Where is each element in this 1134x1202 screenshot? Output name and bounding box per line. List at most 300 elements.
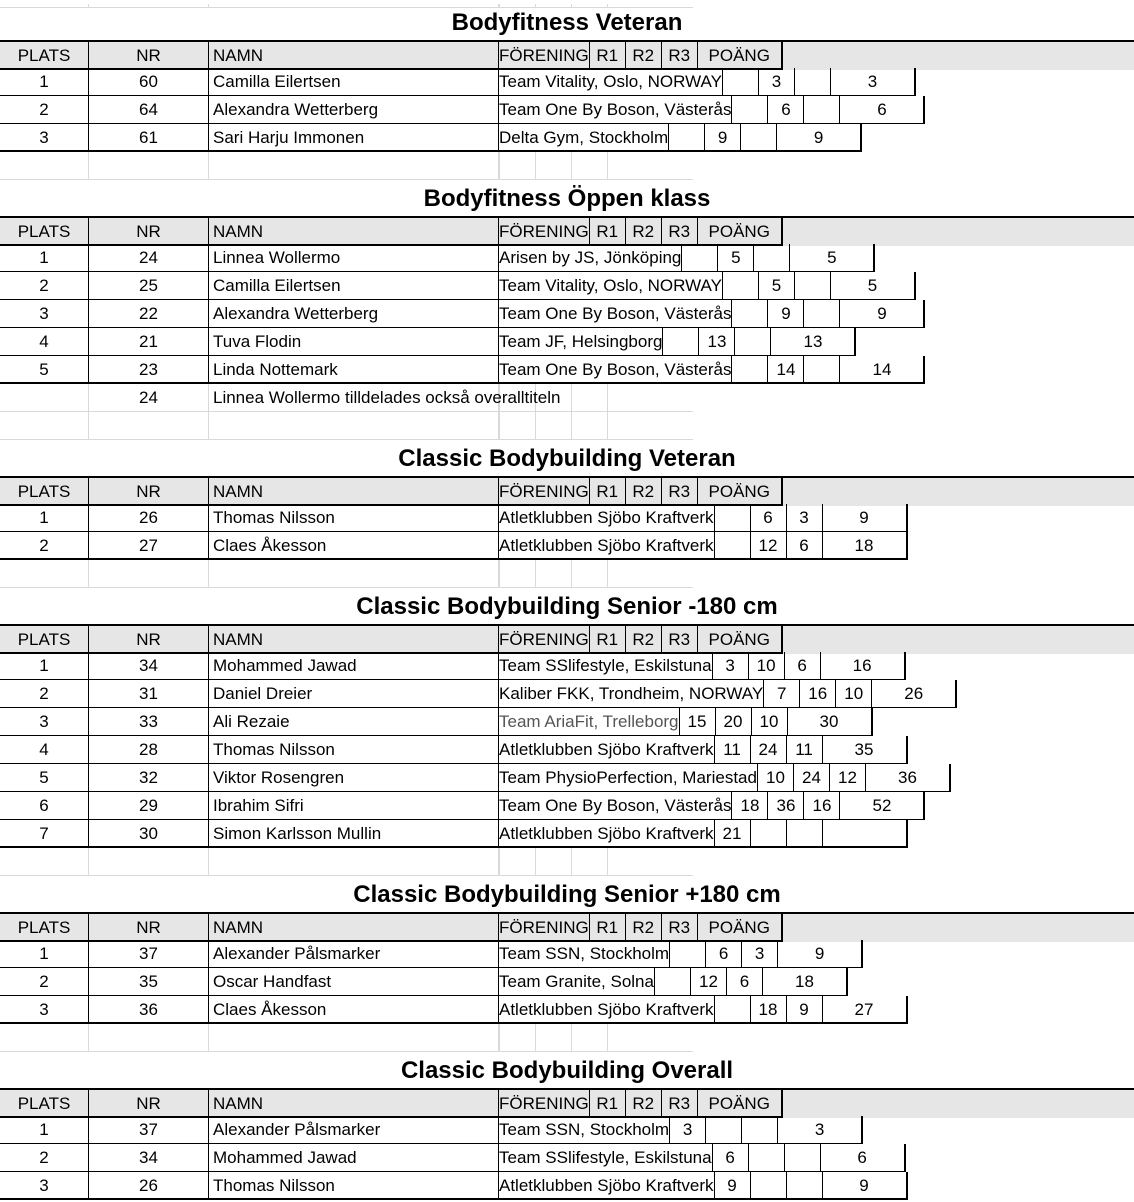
cell-r2 bbox=[706, 1116, 742, 1144]
cell-r1 bbox=[500, 412, 536, 440]
blank-row bbox=[0, 152, 1134, 180]
cell-namn: Thomas Nilsson bbox=[209, 1172, 499, 1200]
table-row bbox=[0, 96, 1134, 124]
cell-nr bbox=[89, 848, 209, 876]
table-header-row bbox=[0, 912, 1134, 942]
cell-namn: Alexandra Wetterberg bbox=[209, 300, 499, 328]
note-text: Linnea Wollermo tilldelades också overalltiteln bbox=[213, 388, 561, 407]
cell-r2: 9 bbox=[705, 124, 741, 152]
cell-forening: Atletklubben Sjöbo Kraftverk bbox=[499, 1172, 715, 1200]
cell-nr bbox=[89, 560, 209, 588]
cell-namn: Mohammed Jawad bbox=[209, 1144, 499, 1172]
cell-forening: Team SSN, Stockholm bbox=[499, 940, 670, 968]
cell-r3 bbox=[787, 1172, 823, 1200]
cell-poang bbox=[608, 152, 693, 180]
cell-namn: NAMN bbox=[209, 626, 499, 654]
cell-r3 bbox=[572, 848, 608, 876]
section-title: Classic Bodybuilding Senior +180 cm bbox=[353, 881, 781, 908]
cell-poang: 9 bbox=[777, 124, 862, 152]
cell-namn: Oscar Handfast bbox=[209, 968, 499, 996]
cell-plats: 1 bbox=[0, 1116, 89, 1144]
cell-poang: 5 bbox=[790, 244, 875, 272]
cell-nr: NR bbox=[89, 42, 209, 70]
cell-r3: R3 bbox=[662, 42, 698, 70]
cell-r2 bbox=[749, 1144, 785, 1172]
cell-poang: 6 bbox=[821, 1144, 906, 1172]
cell-nr: 27 bbox=[89, 532, 209, 560]
cell-plats: PLATS bbox=[0, 218, 89, 246]
cell-namn bbox=[209, 384, 561, 412]
table-row bbox=[0, 652, 1134, 680]
cell-plats bbox=[0, 560, 89, 588]
cell-poang: 26 bbox=[872, 680, 957, 708]
cell-nr: 34 bbox=[89, 652, 209, 680]
cell-r3: 16 bbox=[804, 792, 840, 820]
table-row bbox=[0, 736, 1134, 764]
cell-namn bbox=[209, 152, 499, 180]
cell-nr: 37 bbox=[89, 1116, 209, 1144]
cell-r3: R3 bbox=[662, 478, 698, 506]
cell-r2: R2 bbox=[626, 218, 662, 246]
cell-r1: 18 bbox=[732, 792, 768, 820]
cell-poang: 9 bbox=[823, 1172, 908, 1200]
cell-nr: 30 bbox=[89, 820, 209, 848]
cell-r2: 12 bbox=[691, 968, 727, 996]
cell-nr: 26 bbox=[89, 504, 209, 532]
cell-poang: 30 bbox=[788, 708, 873, 736]
cell-r3: 10 bbox=[836, 680, 872, 708]
cell-forening: FÖRENING bbox=[499, 914, 590, 942]
cell-plats: 1 bbox=[0, 940, 89, 968]
cell-forening: Team One By Boson, Västerås bbox=[499, 96, 732, 124]
table-row bbox=[0, 940, 1134, 968]
cell-r2: R2 bbox=[626, 42, 662, 70]
cell-r3: 10 bbox=[752, 708, 788, 736]
cell-plats: 4 bbox=[0, 328, 89, 356]
cell-namn: Alexander Pålsmarker bbox=[209, 1116, 499, 1144]
cell-nr: 61 bbox=[89, 124, 209, 152]
cell-r1: 21 bbox=[715, 820, 751, 848]
cell-namn bbox=[209, 1024, 499, 1052]
cell-plats: PLATS bbox=[0, 626, 89, 654]
cell-plats bbox=[0, 412, 89, 440]
cell-r1 bbox=[500, 848, 536, 876]
cell-r1: 9 bbox=[715, 1172, 751, 1200]
cell-poang: 36 bbox=[866, 764, 951, 792]
cell-nr: 31 bbox=[89, 680, 209, 708]
cell-r1 bbox=[500, 1024, 536, 1052]
table-row bbox=[0, 68, 1134, 96]
blank-row bbox=[0, 1024, 1134, 1052]
cell-poang: POÄNG bbox=[698, 42, 783, 70]
cell-r3: 9 bbox=[787, 996, 823, 1024]
blank-row bbox=[0, 848, 1134, 876]
cell-poang: 13 bbox=[771, 328, 856, 356]
cell-poang bbox=[608, 1024, 693, 1052]
cell-namn: Daniel Dreier bbox=[209, 680, 499, 708]
cell-plats: 1 bbox=[0, 504, 89, 532]
cell-r2: 6 bbox=[768, 96, 804, 124]
cell-plats: 1 bbox=[0, 244, 89, 272]
cell-nr: 24 bbox=[89, 384, 209, 412]
cell-r2: R2 bbox=[626, 914, 662, 942]
cell-nr: 26 bbox=[89, 1172, 209, 1200]
cell-r1: R1 bbox=[590, 42, 626, 70]
table-header-row bbox=[0, 476, 1134, 506]
cell-nr: 25 bbox=[89, 272, 209, 300]
cell-plats: 2 bbox=[0, 96, 89, 124]
cell-r2: 5 bbox=[718, 244, 754, 272]
table-row bbox=[0, 504, 1134, 532]
cell-nr: 64 bbox=[89, 96, 209, 124]
cell-namn: Alexandra Wetterberg bbox=[209, 96, 499, 124]
cell-namn: Sari Harju Immonen bbox=[209, 124, 499, 152]
cell-r1 bbox=[663, 328, 699, 356]
cell-forening: Atletklubben Sjöbo Kraftverk bbox=[499, 996, 715, 1024]
cell-nr: 32 bbox=[89, 764, 209, 792]
cell-r1: R1 bbox=[590, 218, 626, 246]
cell-r3 bbox=[742, 1116, 778, 1144]
cell-namn: NAMN bbox=[209, 1090, 499, 1118]
cell-nr: NR bbox=[89, 626, 209, 654]
cell-nr: NR bbox=[89, 914, 209, 942]
cell-poang: 6 bbox=[840, 96, 925, 124]
blank-row bbox=[0, 412, 1134, 440]
cell-nr: 60 bbox=[89, 68, 209, 96]
cell-r1: 6 bbox=[713, 1144, 749, 1172]
cell-plats: 3 bbox=[0, 1172, 89, 1200]
cell-plats: PLATS bbox=[0, 1090, 89, 1118]
cell-r3 bbox=[572, 384, 608, 412]
cell-namn: Claes Åkesson bbox=[209, 996, 499, 1024]
cell-nr: 28 bbox=[89, 736, 209, 764]
cell-r2 bbox=[751, 820, 787, 848]
section-title: Bodyfitness Öppen klass bbox=[423, 185, 711, 212]
cell-r1 bbox=[715, 532, 751, 560]
cell-namn: Camilla Eilertsen bbox=[209, 272, 499, 300]
cell-r3 bbox=[735, 328, 771, 356]
cell-poang bbox=[823, 820, 908, 848]
cell-nr: 33 bbox=[89, 708, 209, 736]
cell-forening: Team Vitality, Oslo, NORWAY bbox=[499, 68, 723, 96]
cell-nr: NR bbox=[89, 478, 209, 506]
cell-r2: 9 bbox=[768, 300, 804, 328]
cell-forening: Team SSlifestyle, Eskilstuna bbox=[499, 1144, 713, 1172]
cell-r2: 6 bbox=[706, 940, 742, 968]
cell-nr: 36 bbox=[89, 996, 209, 1024]
cell-r1: 15 bbox=[680, 708, 716, 736]
cell-r3 bbox=[572, 152, 608, 180]
cell-namn: Thomas Nilsson bbox=[209, 736, 499, 764]
cell-forening: Atletklubben Sjöbo Kraftverk bbox=[499, 504, 715, 532]
cell-r3: 3 bbox=[787, 504, 823, 532]
cell-r1 bbox=[732, 300, 768, 328]
cell-nr: 35 bbox=[89, 968, 209, 996]
table-row bbox=[0, 996, 1134, 1024]
cell-r1 bbox=[655, 968, 691, 996]
cell-r2: 24 bbox=[751, 736, 787, 764]
cell-poang: POÄNG bbox=[698, 478, 783, 506]
table-row bbox=[0, 1144, 1134, 1172]
cell-poang: POÄNG bbox=[698, 218, 783, 246]
cell-nr: NR bbox=[89, 1090, 209, 1118]
table-row bbox=[0, 820, 1134, 848]
cell-namn: Mohammed Jawad bbox=[209, 652, 499, 680]
cell-namn: Ibrahim Sifri bbox=[209, 792, 499, 820]
cell-r3 bbox=[804, 356, 840, 384]
cell-namn: Alexander Pålsmarker bbox=[209, 940, 499, 968]
cell-poang: 5 bbox=[831, 272, 916, 300]
cell-namn: Tuva Flodin bbox=[209, 328, 499, 356]
cell-r3 bbox=[741, 124, 777, 152]
cell-r1 bbox=[670, 940, 706, 968]
cell-r2 bbox=[536, 848, 572, 876]
table-header-row bbox=[0, 40, 1134, 70]
section-title: Classic Bodybuilding Senior -180 cm bbox=[356, 593, 778, 620]
cell-forening: Team One By Boson, Västerås bbox=[499, 792, 732, 820]
cell-r3: 6 bbox=[785, 652, 821, 680]
cell-r1: 10 bbox=[758, 764, 794, 792]
cell-namn: Ali Rezaie bbox=[209, 708, 499, 736]
cell-namn: Claes Åkesson bbox=[209, 532, 499, 560]
cell-forening: Delta Gym, Stockholm bbox=[499, 124, 669, 152]
cell-namn: Linda Nottemark bbox=[209, 356, 499, 384]
cell-nr: 22 bbox=[89, 300, 209, 328]
table-header-row bbox=[0, 216, 1134, 246]
cell-nr bbox=[89, 1024, 209, 1052]
cell-poang: 3 bbox=[778, 1116, 863, 1144]
cell-r1: R1 bbox=[590, 914, 626, 942]
cell-r2: R2 bbox=[626, 1090, 662, 1118]
cell-r3 bbox=[572, 412, 608, 440]
cell-r2 bbox=[536, 1024, 572, 1052]
cell-plats: 2 bbox=[0, 272, 89, 300]
cell-poang: 16 bbox=[821, 652, 906, 680]
cell-poang bbox=[608, 848, 693, 876]
cell-plats: 3 bbox=[0, 708, 89, 736]
cell-namn: Linnea Wollermo bbox=[209, 244, 499, 272]
cell-poang: POÄNG bbox=[698, 1090, 783, 1118]
cell-r1: 3 bbox=[670, 1116, 706, 1144]
cell-r3 bbox=[804, 300, 840, 328]
cell-r2: 18 bbox=[751, 996, 787, 1024]
cell-r2: 13 bbox=[699, 328, 735, 356]
cell-forening: Team Granite, Solna bbox=[499, 968, 655, 996]
cell-r3 bbox=[787, 820, 823, 848]
cell-r3: R3 bbox=[662, 626, 698, 654]
cell-forening: Kaliber FKK, Trondheim, NORWAY bbox=[499, 680, 764, 708]
cell-nr: NR bbox=[89, 218, 209, 246]
cell-plats bbox=[0, 152, 89, 180]
table-row bbox=[0, 300, 1134, 328]
cell-poang: 9 bbox=[778, 940, 863, 968]
cell-plats: PLATS bbox=[0, 42, 89, 70]
cell-poang: 9 bbox=[840, 300, 925, 328]
cell-r1 bbox=[500, 152, 536, 180]
table-row bbox=[0, 1172, 1134, 1200]
cell-r3 bbox=[795, 272, 831, 300]
table-row bbox=[0, 272, 1134, 300]
cell-namn: NAMN bbox=[209, 478, 499, 506]
cell-forening: Arisen by JS, Jönköping bbox=[499, 244, 682, 272]
cell-plats bbox=[0, 1024, 89, 1052]
cell-r3 bbox=[754, 244, 790, 272]
cell-poang: 9 bbox=[823, 504, 908, 532]
cell-forening: Team One By Boson, Västerås bbox=[499, 300, 732, 328]
cell-poang: 14 bbox=[840, 356, 925, 384]
cell-plats: 2 bbox=[0, 1144, 89, 1172]
cell-r3: 6 bbox=[787, 532, 823, 560]
cell-r1: 11 bbox=[715, 736, 751, 764]
cell-nr: 37 bbox=[89, 940, 209, 968]
cell-namn bbox=[209, 560, 499, 588]
table-row bbox=[0, 244, 1134, 272]
cell-plats: 2 bbox=[0, 968, 89, 996]
cell-forening: Team SSlifestyle, Eskilstuna bbox=[499, 652, 713, 680]
cell-namn: NAMN bbox=[209, 914, 499, 942]
section-title: Classic Bodybuilding Overall bbox=[400, 1057, 734, 1084]
cell-plats bbox=[0, 848, 89, 876]
cell-poang: 18 bbox=[823, 532, 908, 560]
cell-namn: Simon Karlsson Mullin bbox=[209, 820, 499, 848]
cell-nr: 29 bbox=[89, 792, 209, 820]
cell-plats: 5 bbox=[0, 764, 89, 792]
cell-plats: 7 bbox=[0, 820, 89, 848]
table-row bbox=[0, 708, 1134, 736]
table-row bbox=[0, 356, 1134, 384]
table-row bbox=[0, 328, 1134, 356]
cell-namn: Camilla Eilertsen bbox=[209, 68, 499, 96]
cell-forening: Atletklubben Sjöbo Kraftverk bbox=[499, 532, 715, 560]
cell-namn: NAMN bbox=[209, 218, 499, 246]
table-row bbox=[0, 764, 1134, 792]
cell-forening: Team One By Boson, Västerås bbox=[499, 356, 732, 384]
cell-nr: 23 bbox=[89, 356, 209, 384]
cell-r2: 36 bbox=[768, 792, 804, 820]
cell-forening: FÖRENING bbox=[499, 218, 590, 246]
cell-poang: POÄNG bbox=[698, 914, 783, 942]
table-header-row bbox=[0, 1088, 1134, 1118]
cell-r2 bbox=[536, 560, 572, 588]
cell-forening: Team PhysioPerfection, Mariestad bbox=[499, 764, 758, 792]
cell-r1 bbox=[732, 356, 768, 384]
cell-forening: Atletklubben Sjöbo Kraftverk bbox=[499, 736, 715, 764]
cell-namn: Thomas Nilsson bbox=[209, 504, 499, 532]
cell-r3 bbox=[804, 96, 840, 124]
table-row bbox=[0, 680, 1134, 708]
table-row bbox=[0, 532, 1134, 560]
table-row bbox=[0, 792, 1134, 820]
cell-forening: Team AriaFit, Trelleborg bbox=[499, 708, 680, 736]
cell-r2: 10 bbox=[749, 652, 785, 680]
cell-r2: 14 bbox=[768, 356, 804, 384]
cell-nr: 24 bbox=[89, 244, 209, 272]
cell-r1 bbox=[715, 504, 751, 532]
cell-r1 bbox=[723, 272, 759, 300]
blank-row bbox=[0, 560, 1134, 588]
table-row bbox=[0, 1116, 1134, 1144]
cell-r1 bbox=[669, 124, 705, 152]
cell-plats bbox=[0, 384, 89, 412]
cell-r3 bbox=[572, 560, 608, 588]
cell-r3: R3 bbox=[662, 1090, 698, 1118]
cell-forening: FÖRENING bbox=[499, 626, 590, 654]
cell-r2: 3 bbox=[759, 68, 795, 96]
section-title: Bodyfitness Veteran bbox=[451, 9, 683, 36]
cell-plats: 3 bbox=[0, 300, 89, 328]
cell-r3: R3 bbox=[662, 914, 698, 942]
cell-r2: R2 bbox=[626, 478, 662, 506]
cell-r2: 12 bbox=[751, 532, 787, 560]
cell-r1 bbox=[723, 68, 759, 96]
cell-poang: 3 bbox=[831, 68, 916, 96]
cell-r2 bbox=[751, 1172, 787, 1200]
cell-forening: Team JF, Helsingborg bbox=[499, 328, 663, 356]
cell-r1 bbox=[682, 244, 718, 272]
cell-forening: Atletklubben Sjöbo Kraftverk bbox=[499, 820, 715, 848]
cell-forening: FÖRENING bbox=[499, 478, 590, 506]
cell-r3 bbox=[785, 1144, 821, 1172]
cell-nr: 21 bbox=[89, 328, 209, 356]
cell-plats: 4 bbox=[0, 736, 89, 764]
cell-r1: R1 bbox=[590, 478, 626, 506]
cell-plats: 3 bbox=[0, 996, 89, 1024]
cell-namn bbox=[209, 412, 499, 440]
cell-forening: FÖRENING bbox=[499, 1090, 590, 1118]
cell-r3 bbox=[572, 1024, 608, 1052]
cell-plats: 6 bbox=[0, 792, 89, 820]
cell-r1: 7 bbox=[764, 680, 800, 708]
cell-r2: 20 bbox=[716, 708, 752, 736]
cell-r2: 6 bbox=[751, 504, 787, 532]
cell-r3: 11 bbox=[787, 736, 823, 764]
cell-r1 bbox=[500, 560, 536, 588]
table-row bbox=[0, 968, 1134, 996]
cell-r2 bbox=[536, 152, 572, 180]
cell-nr bbox=[89, 152, 209, 180]
cell-poang: 52 bbox=[840, 792, 925, 820]
note-row bbox=[0, 384, 1134, 412]
cell-r3: 6 bbox=[727, 968, 763, 996]
cell-r1: R1 bbox=[590, 1090, 626, 1118]
cell-poang bbox=[608, 384, 693, 412]
cell-plats: 3 bbox=[0, 124, 89, 152]
cell-r3: 3 bbox=[742, 940, 778, 968]
cell-r3 bbox=[795, 68, 831, 96]
cell-poang bbox=[608, 560, 693, 588]
cell-poang: 27 bbox=[823, 996, 908, 1024]
cell-r2: R2 bbox=[626, 626, 662, 654]
cell-forening: Team SSN, Stockholm bbox=[499, 1116, 670, 1144]
cell-r3: 12 bbox=[830, 764, 866, 792]
cell-forening: Team Vitality, Oslo, NORWAY bbox=[499, 272, 723, 300]
cell-namn: NAMN bbox=[209, 42, 499, 70]
cell-nr: 34 bbox=[89, 1144, 209, 1172]
cell-r2: 16 bbox=[800, 680, 836, 708]
table-row bbox=[0, 124, 1134, 152]
cell-plats: 1 bbox=[0, 68, 89, 96]
table-header-row bbox=[0, 624, 1134, 654]
cell-plats: PLATS bbox=[0, 914, 89, 942]
cell-r1 bbox=[715, 996, 751, 1024]
cell-plats: PLATS bbox=[0, 478, 89, 506]
cell-poang: POÄNG bbox=[698, 626, 783, 654]
cell-plats: 2 bbox=[0, 680, 89, 708]
cell-namn: Viktor Rosengren bbox=[209, 764, 499, 792]
cell-r2 bbox=[536, 412, 572, 440]
cell-plats: 1 bbox=[0, 652, 89, 680]
cell-plats: 2 bbox=[0, 532, 89, 560]
